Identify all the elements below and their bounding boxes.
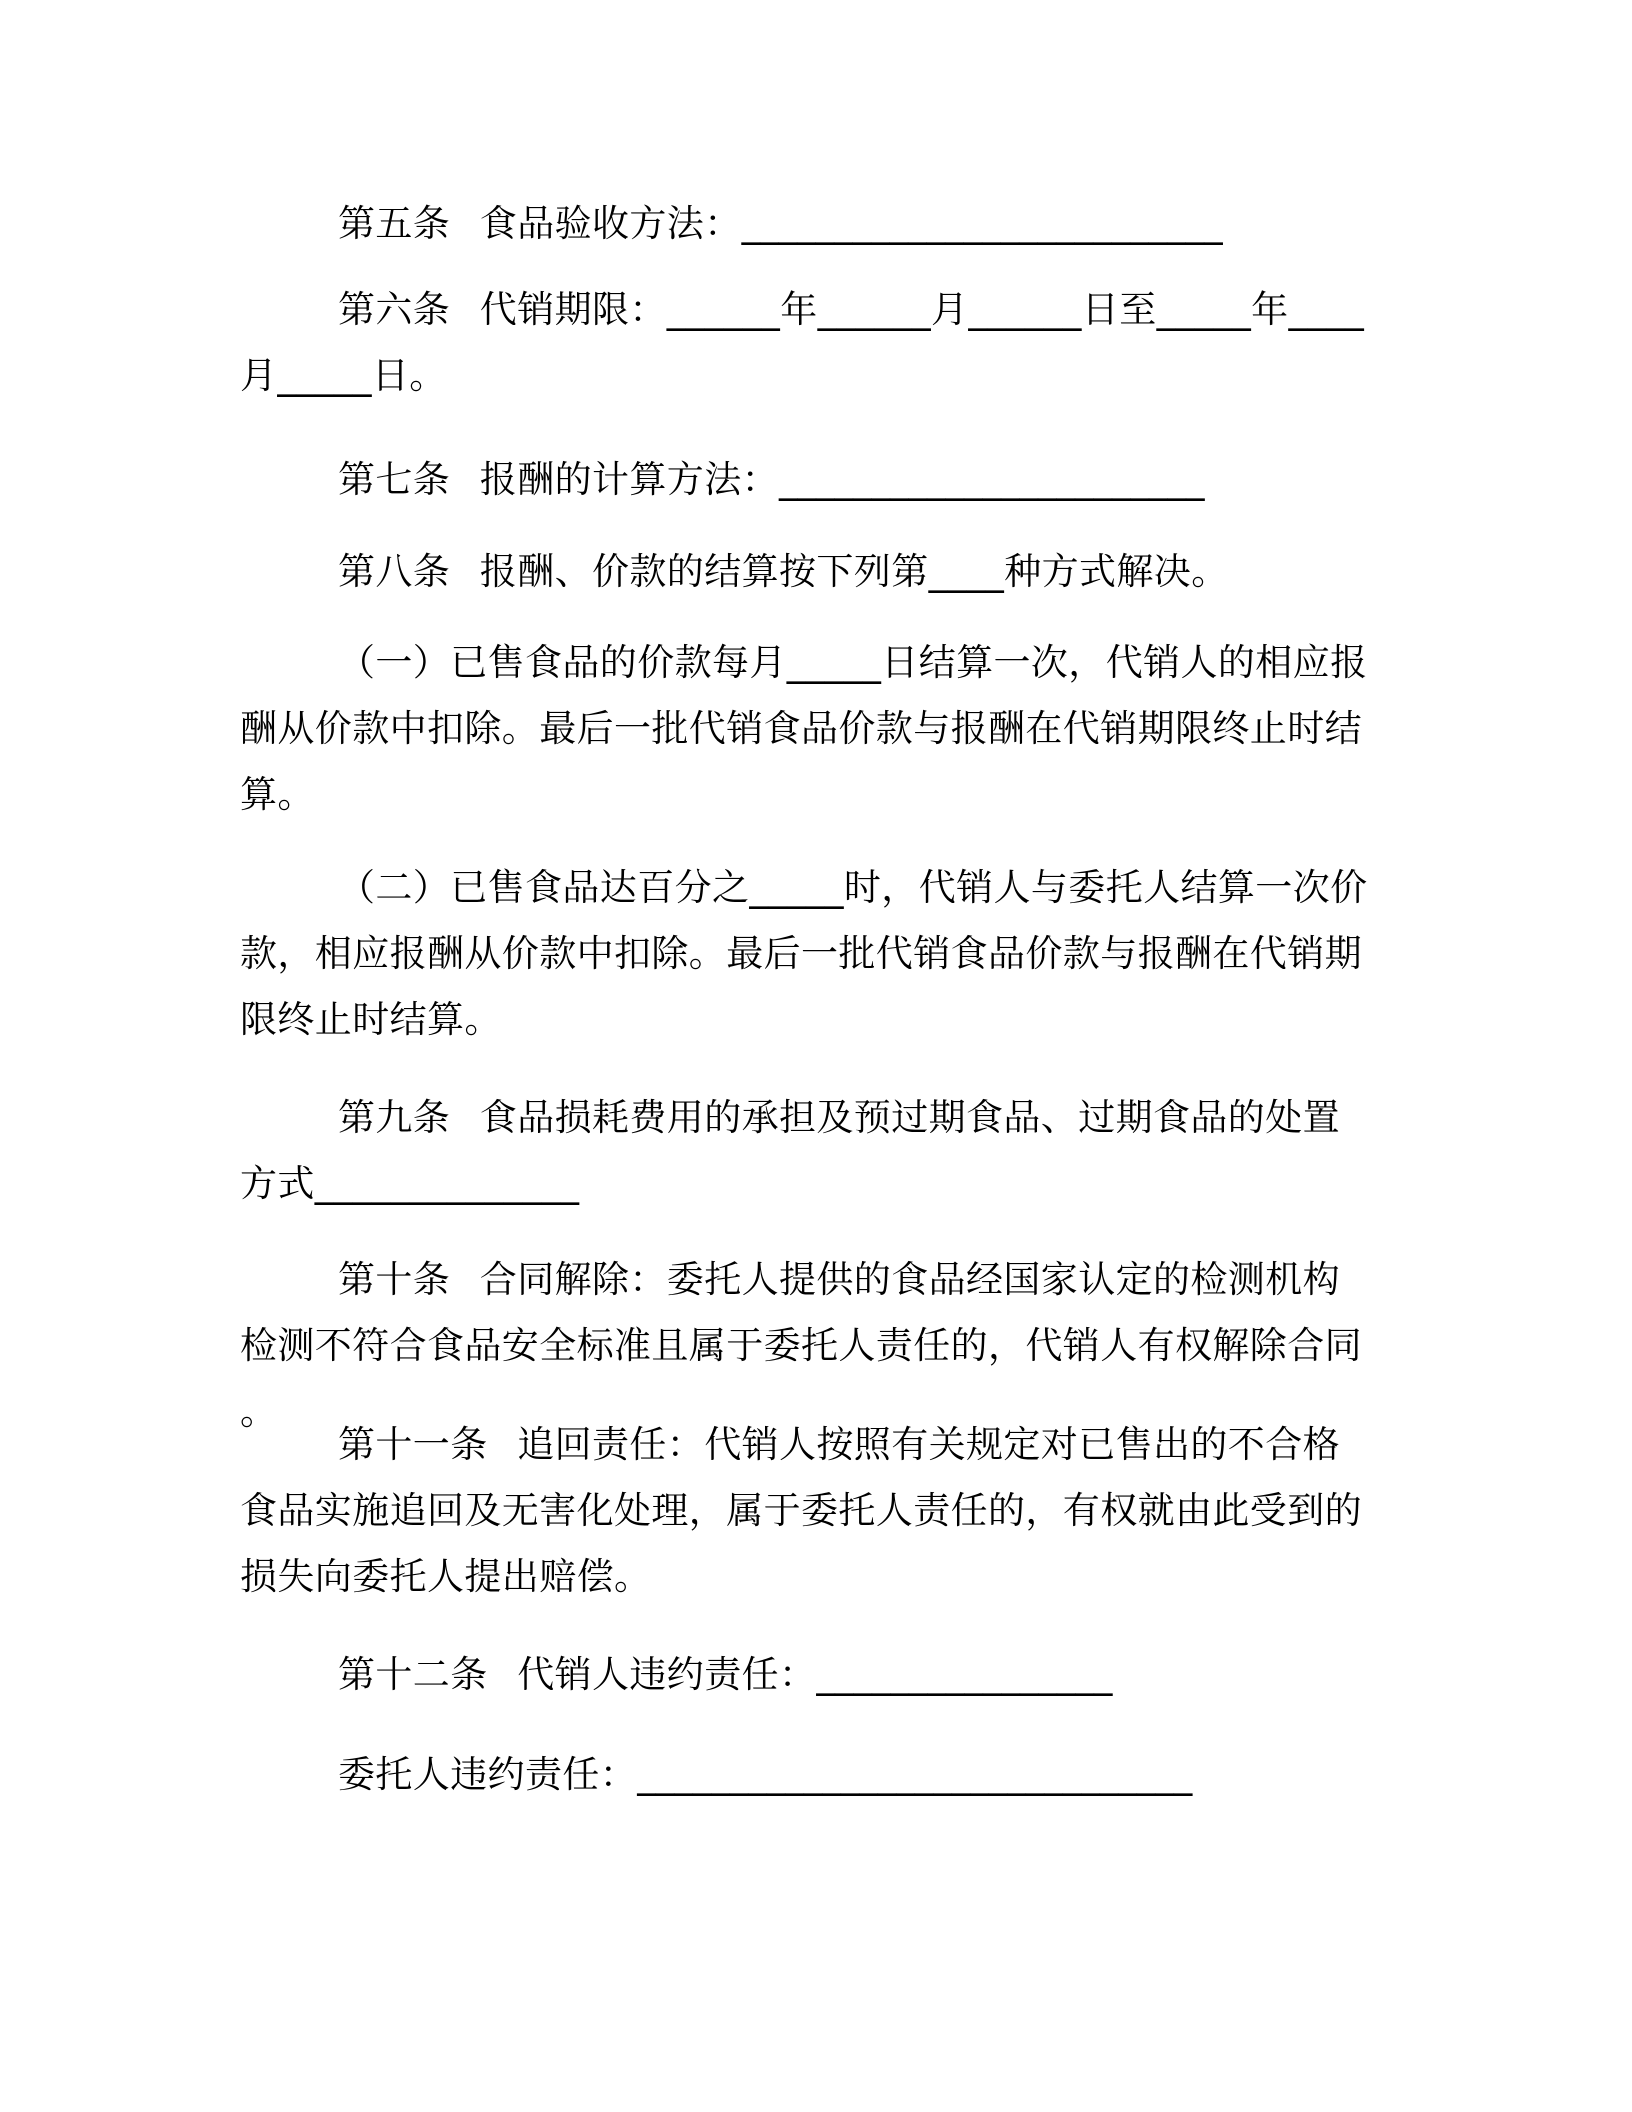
- article-number: 第十条: [338, 1258, 451, 1301]
- consignor-liability: [240, 1742, 1376, 1808]
- article-number: 第九条: [338, 1096, 451, 1139]
- article-text: 代销期限：______年______月______日至_____年____月_____日。: [240, 288, 1365, 397]
- article-text: 食品验收方法：: [479, 202, 742, 245]
- article-number: 第五条: [338, 202, 451, 245]
- article-text: 委托人违约责任：: [338, 1753, 638, 1796]
- fill-in-blank[interactable]: ______________________________: [637, 1753, 1193, 1796]
- fill-in-blank[interactable]: ________________: [816, 1653, 1113, 1696]
- article-text: 食品损耗费用的承担及预过期食品、过期食品的处置方式______________: [240, 1096, 1340, 1205]
- settlement-option-2: [240, 855, 1376, 1053]
- article-text: 追回责任：代销人按照有关规定对已售出的不合格食品实施追回及无害化处理，属于委托人责任的，有权就由此受到的损失向委托人提出赔偿。: [240, 1423, 1362, 1598]
- article-9-loss-and-expiry-handling: [240, 1085, 1376, 1217]
- article-text: 报酬、价款的结算按下列第____种方式解决。: [479, 550, 1229, 593]
- article-number: 第六条: [338, 288, 451, 331]
- option-text: （二）已售食品达百分之_____时，代销人与委托人结算一次价款，相应报酬从价款中扣除。最后一批代销食品价款与报酬在代销期限终止时结算。: [240, 866, 1368, 1041]
- article-5-acceptance-method: [240, 191, 1376, 257]
- article-number: 第十二条: [338, 1653, 488, 1696]
- settlement-option-1: [240, 630, 1376, 828]
- article-7-remuneration-calculation: [240, 447, 1376, 513]
- fill-in-blank[interactable]: _______________________: [779, 458, 1205, 501]
- article-number: 第十一条: [338, 1423, 488, 1466]
- fill-in-blank[interactable]: __________________________: [741, 202, 1223, 245]
- article-text: 代销人违约责任：: [517, 1653, 817, 1696]
- article-text: 合同解除：委托人提供的食品经国家认定的检测机构检测不符合食品安全标准且属于委托人责任的，代销人有权解除合同。: [240, 1258, 1362, 1433]
- article-6-consignment-period: [240, 277, 1376, 409]
- article-8-settlement-method: [240, 539, 1376, 605]
- article-number: 第七条: [338, 458, 451, 501]
- article-text: 报酬的计算方法：: [479, 458, 779, 501]
- option-text: （一）已售食品的价款每月_____日结算一次，代销人的相应报酬从价款中扣除。最后一批代销食品价款与报酬在代销期限终止时结算。: [240, 641, 1368, 816]
- article-11-recall-responsibility: [240, 1412, 1376, 1610]
- article-number: 第八条: [338, 550, 451, 593]
- article-12-agent-liability: [240, 1642, 1376, 1708]
